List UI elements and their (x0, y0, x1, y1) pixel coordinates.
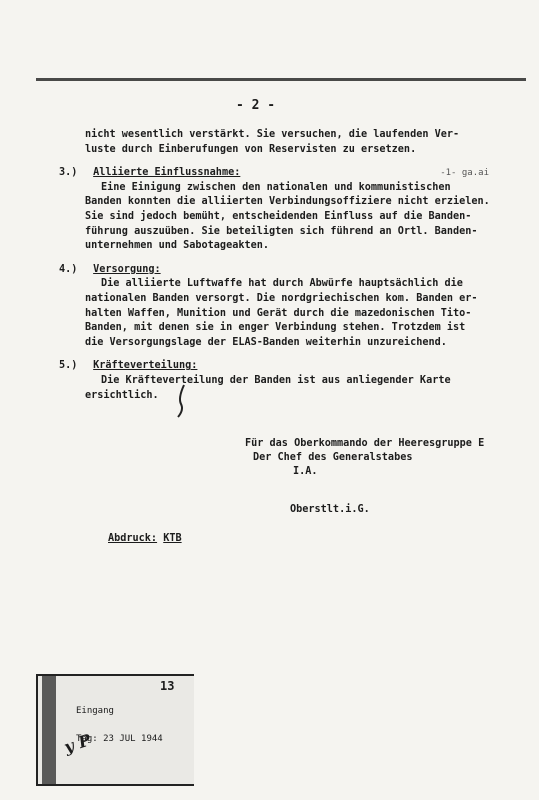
signature-line-1: Für das Oberkommando der Heeresgruppe E (245, 438, 485, 449)
body-line: ersichtlich. (85, 389, 159, 401)
signer-rank: Oberstlt.i.G. (290, 504, 370, 515)
receipt-stamp (36, 674, 194, 786)
signature-line-3: I.A. (293, 466, 318, 477)
signature-block (245, 437, 484, 479)
abdruck-value: KTB (163, 533, 182, 544)
abdruck-label: Abdruck: (108, 533, 158, 544)
section-label: Alliierte Einflussnahme: (93, 167, 241, 179)
abdruck-note (108, 533, 182, 544)
body-line: Eine Einigung zwischen den nationalen und kommunistischen (101, 181, 451, 193)
body-line: Sie sind jedoch bemüht, entscheidenden Einfluss auf die Banden- (85, 210, 472, 222)
body-line: luste durch Einberufungen von Reservisten zu ersetzen. (85, 143, 417, 155)
section-label: Kräfteverteilung: (93, 360, 198, 372)
stamp-bar (42, 676, 56, 784)
body-line: nicht wesentlich verstärkt. Sie versuchen, die laufenden Ver- (85, 129, 460, 140)
section-heading-4 (59, 263, 505, 278)
section-number: 3.) (59, 167, 78, 179)
body-line: Die alliierte Luftwaffe hat durch Abwürfe hauptsächlich die (101, 278, 463, 290)
body-line: führung auszuüben. Sie beteiligten sich führend an Ortl. Banden- (85, 225, 478, 237)
body-line: Die Kräfteverteilung der Banden ist aus anliegender Karte (101, 374, 451, 386)
stamp-line: Tag: 23 JUL 1944 (76, 734, 163, 744)
section-heading-5 (59, 359, 505, 374)
top-rule (36, 78, 526, 81)
page-number: - 2 - (236, 98, 276, 113)
section-label: Versorgung: (93, 263, 161, 275)
stamp-line: Eingang (76, 706, 114, 716)
section-number: 4.) (59, 263, 78, 275)
section-mark: -1- ga.ai (440, 168, 489, 179)
body-line: halten Waffen, Munition und Gerät durch die mazedonischen Tito- (85, 307, 472, 319)
stamp-number: 13 (160, 679, 175, 693)
body-line: unternehmen und Sabotageakten. (85, 240, 270, 252)
section-heading-3 (59, 166, 505, 181)
pen-mark (176, 384, 186, 418)
section-number: 5.) (59, 360, 78, 372)
body-line: die Versorgungslage der ELAS-Banden weiterhin unzureichend. (85, 336, 447, 348)
body-line: Banden, mit denen sie in enger Verbindung stehen. Trotzdem ist (85, 322, 466, 334)
handwritten-mark: y P (61, 730, 94, 757)
body-line: Banden konnten die alliierten Verbindungsoffiziere nicht erzielen. (85, 196, 490, 208)
body-line: nationalen Banden versorgt. Die nordgriechischen kom. Banden er- (85, 292, 478, 304)
signature-line-2: Der Chef des Generalstabes (253, 452, 413, 463)
letter-body (59, 128, 505, 403)
